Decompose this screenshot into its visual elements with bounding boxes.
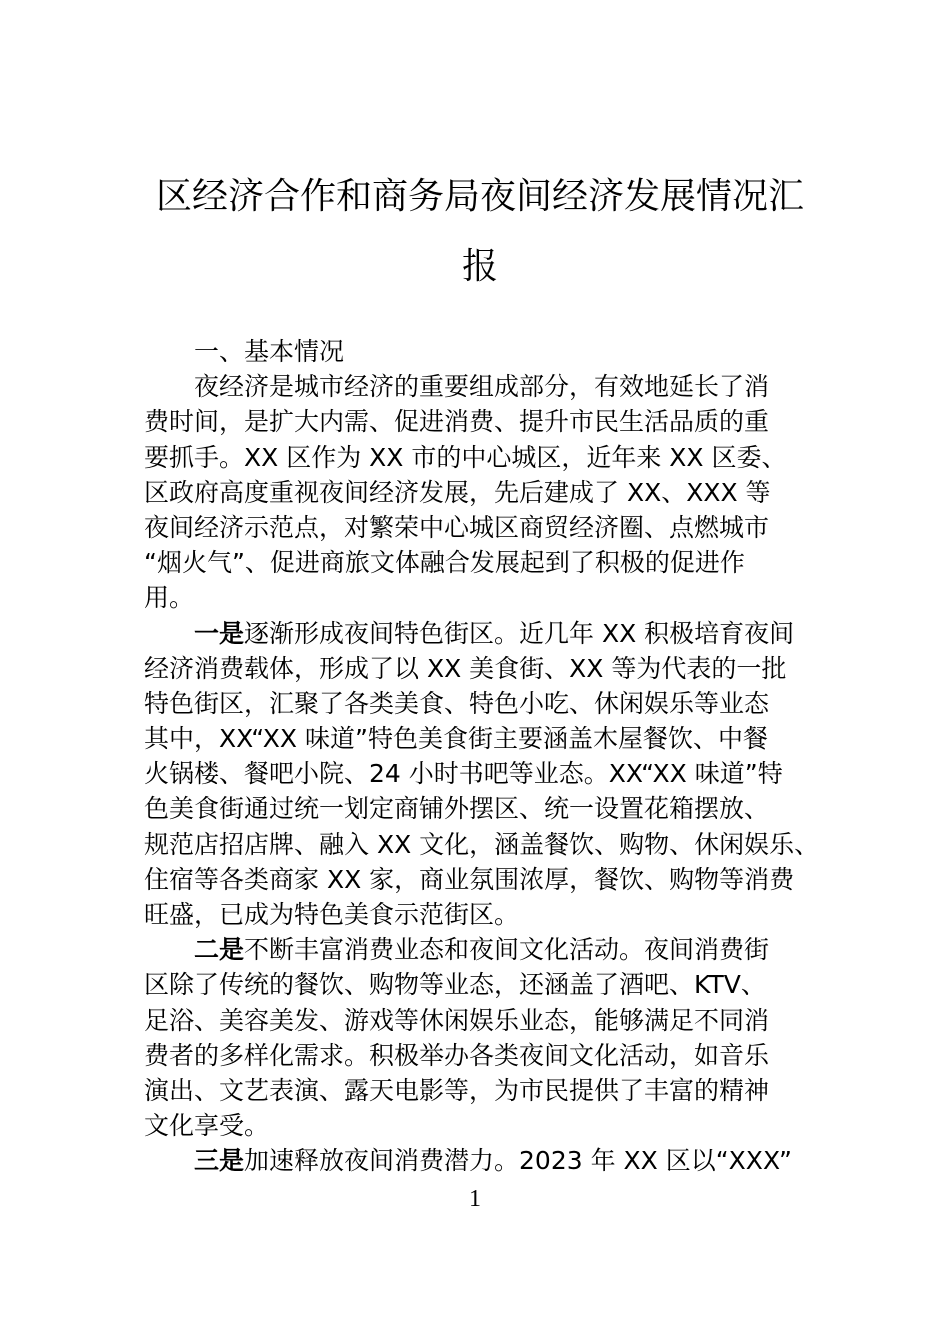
point-lead: 三是 (194, 1146, 245, 1176)
paragraph-line: 用。 (144, 583, 195, 613)
paragraph-line: 区政府高度重视夜间经济发展，先后建成了 XX、XXX 等 (144, 477, 771, 507)
paragraph-line: 旺盛，已成为特色美食示范街区。 (144, 900, 520, 929)
paragraph-line: 夜间经济示范点，对繁荣中心城区商贸经济圈、点燃城市 (144, 512, 770, 542)
paragraph-line (144, 616, 816, 651)
title-line-1: 区经济合作和商务局夜间经济发展情况汇 (155, 176, 804, 217)
point-lead: 二是 (194, 935, 245, 965)
paragraph-line: 费者的多样化需求。积极举办各类夜间文化活动，如音乐 (144, 1040, 770, 1070)
paragraph-line: 费时间，是扩大内需、促进消费、提升市民生活品质的重 (144, 407, 770, 437)
document-title (140, 162, 820, 302)
document-body (144, 334, 820, 1179)
paragraph-line: 其中，XX“XX 味道”特色美食街主要涵盖木屋餐饮、中餐 (144, 724, 768, 754)
paragraph-line: 演出、文艺表演、露天电影等，为市民提供了丰富的精神 (144, 1075, 770, 1105)
paragraph-line: 夜经济是城市经济的重要组成部分，有效地延长了消 (194, 372, 770, 402)
point-3-paragraph (144, 1143, 816, 1178)
paragraph-line: 文化享受。 (144, 1111, 270, 1141)
point-text: 不断丰富消费业态和夜间文化活动。夜间消费街 (244, 935, 770, 965)
paragraph-line: “烟火气”、促进商旅文体融合发展起到了积极的促进作 (144, 548, 745, 578)
paragraph-line: 住宿等各类商家 XX 家，商业氛围浓厚，餐饮、购物等消费 (144, 864, 795, 894)
paragraph-line: 色美食街通过统一划定商铺外摆区、统一设置花箱摆放、 (144, 794, 770, 824)
page-number: 1 (469, 1186, 481, 1212)
section-heading: 一、基本情况 (194, 337, 345, 366)
paragraph-line: 要抓手。XX 区作为 XX 市的中心城区，近年来 XX 区委、 (144, 442, 787, 472)
paragraph-line: 规范店招店牌、融入 XX 文化，涵盖餐饮、购物、休闲娱乐、 (144, 829, 820, 859)
point-text: 加速释放夜间消费潜力。2023 年 XX 区以“XXX” (244, 1146, 793, 1176)
paragraph-line: 火锅楼、餐吧小院、24 小时书吧等业态。XX“XX 味道”特 (144, 759, 783, 789)
point-1-paragraph (144, 616, 820, 933)
intro-paragraph (144, 369, 816, 615)
paragraph-line (144, 1143, 816, 1178)
paragraph-line (144, 932, 816, 967)
point-lead: 一是 (194, 618, 245, 648)
point-2-paragraph (144, 932, 816, 1143)
point-text: 逐渐形成夜间特色街区。近几年 XX 积极培育夜间 (244, 618, 795, 648)
paragraph-line: 足浴、美容美发、游戏等休闲娱乐业态，能够满足不同消 (144, 1005, 770, 1035)
paragraph-line: 区除了传统的餐饮、购物等业态，还涵盖了酒吧、KTV、 (144, 970, 766, 1000)
paragraph-line: 特色街区，汇聚了各类美食、特色小吃、休闲娱乐等业态 (144, 688, 770, 718)
title-line-2: 报 (461, 246, 498, 287)
paragraph-line: 经济消费载体，形成了以 XX 美食街、XX 等为代表的一批 (144, 653, 787, 683)
